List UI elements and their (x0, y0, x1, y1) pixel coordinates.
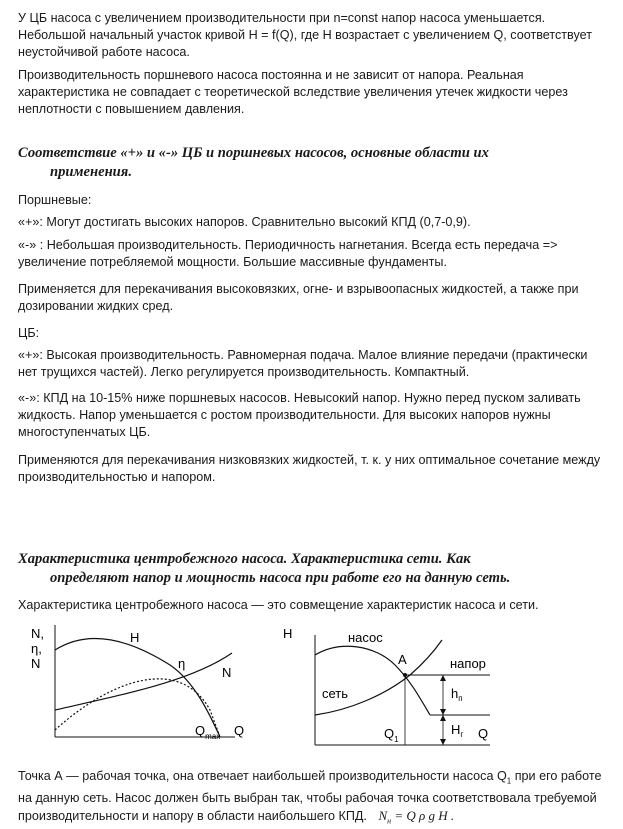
right-label-A: A (398, 652, 407, 667)
cb-label: ЦБ: (18, 326, 40, 340)
right-label-q1-main: Q (384, 726, 395, 741)
right-label-q1 (384, 726, 399, 744)
left-power-curve (55, 653, 232, 710)
right-label-hn-main: h (451, 686, 459, 701)
left-label-N: N (222, 665, 232, 680)
right-dim-arrow-bottom (440, 739, 446, 745)
right-label-network: сеть (322, 686, 349, 701)
right-label-hn (451, 686, 463, 703)
piston-minus: «-» : Небольшая производительность. Периодичность нагнетания. Всегда есть передача => увеличение потребляемой мощности. Большие массивные фундаменты. (18, 238, 558, 269)
right-label-q1-sub: 1 (394, 735, 399, 744)
right-label-hn-sub: п (458, 694, 463, 703)
intro-paragraph-1: У ЦБ насоса с увеличением производительности при n=const напор насоса уменьшается. Небольшой начальный участок кривой H = f(Q), где H возрастает с увеличением Q, соответствует неустойчивой работе насоса. (18, 11, 592, 59)
conclusion-paragraph (18, 768, 608, 829)
section2-intro: Характеристика центробежного насоса — это совмещение характеристик насоса и сети. (18, 598, 539, 612)
conclusion-sub: 1 (506, 776, 512, 786)
left-label-qmax-main: Q (195, 723, 206, 738)
right-label-pump: насос (348, 630, 383, 645)
formula-rhs: = Q ρ g H . (394, 807, 455, 823)
formula-sub: н (387, 816, 392, 826)
right-dim-arrow-mid-down (440, 715, 446, 721)
section1-heading-line2: применения. (50, 164, 132, 180)
left-axis-label-1: N, (31, 626, 44, 641)
left-label-Q: Q (234, 723, 245, 738)
left-label-eta: η (178, 656, 186, 671)
right-axis-label: H (283, 626, 293, 641)
right-label-head: напор (450, 656, 486, 671)
conclusion-text-b: при его работе на данную сеть. Насос должен быть выбран так, чтобы рабочая точка соответствовала требуемой производительности и напору в области наибольшего КПД. (18, 769, 602, 823)
right-label-Q: Q (478, 726, 489, 741)
cb-minus: «-»: КПД на 10-15% ниже поршневых насосов. Невысокий напор. Нужно перед пуском заливать жидкость. Напор уменьшается с ростом производительности. Для высоких напоров нужны многоступенчатых ЦБ. (18, 391, 581, 439)
network-characteristic-figure (280, 620, 510, 755)
piston-use: Применяется для перекачивания высоковязких, огне- и взрывоопасных жидкостей, а также при дозировании жидких сред. (18, 282, 579, 313)
left-axis-label-3: N (31, 656, 41, 671)
intro-paragraph-2: Производительность поршневого насоса постоянна и не зависит от напора. Реальная характеристика не совпадает с теоретической вследствие увеличения утечек жидкости через неплотности с повышением давления. (18, 68, 568, 116)
cb-plus: «+»: Высокая производительность. Равномерная подача. Малое влияние передачи (практически нет трущихся частей). Легко регулируется производительность. Компактный. (18, 348, 588, 379)
right-label-hg-main: H (451, 722, 461, 737)
left-label-qmax-sub: max (205, 732, 221, 741)
section1-heading-line1: Соответствие «+» и «-» ЦБ и поршневых насосов, основные области их (18, 145, 489, 161)
right-label-hg-sub: г (460, 730, 464, 739)
piston-label: Поршневые: (18, 193, 92, 207)
section2-heading-line2: определяют напор и мощность насоса при работе его на данную сеть. (50, 570, 511, 586)
section2-heading-line1: Характеристика центробежного насоса. Характеристика сети. Как (18, 551, 471, 567)
right-dim-arrow-top (440, 675, 446, 681)
right-label-hg (451, 722, 463, 739)
formula-lhs: N (378, 807, 388, 823)
pump-characteristic-figure (20, 620, 260, 755)
section2-heading (18, 550, 618, 588)
right-pump-curve (315, 646, 430, 715)
cb-use: Применяются для перекачивания низковязких жидкостей, т. к. у них оптимальное сочетание между производительностью и напором. (18, 453, 601, 484)
section1-heading (18, 144, 618, 182)
operating-point-A (403, 673, 407, 677)
left-label-qmax (195, 723, 220, 741)
conclusion-text-a: Точка А — рабочая точка, она отвечает наибольшей производительности насоса Q (18, 769, 507, 783)
piston-plus: «+»: Могут достигать высоких напоров. Сравнительно высокий КПД (0,7-0,9). (18, 215, 471, 229)
left-axis-label-2: η, (31, 641, 42, 656)
left-label-H: H (130, 630, 140, 645)
right-dim-arrow-mid-up (440, 709, 446, 715)
power-formula (378, 807, 455, 826)
